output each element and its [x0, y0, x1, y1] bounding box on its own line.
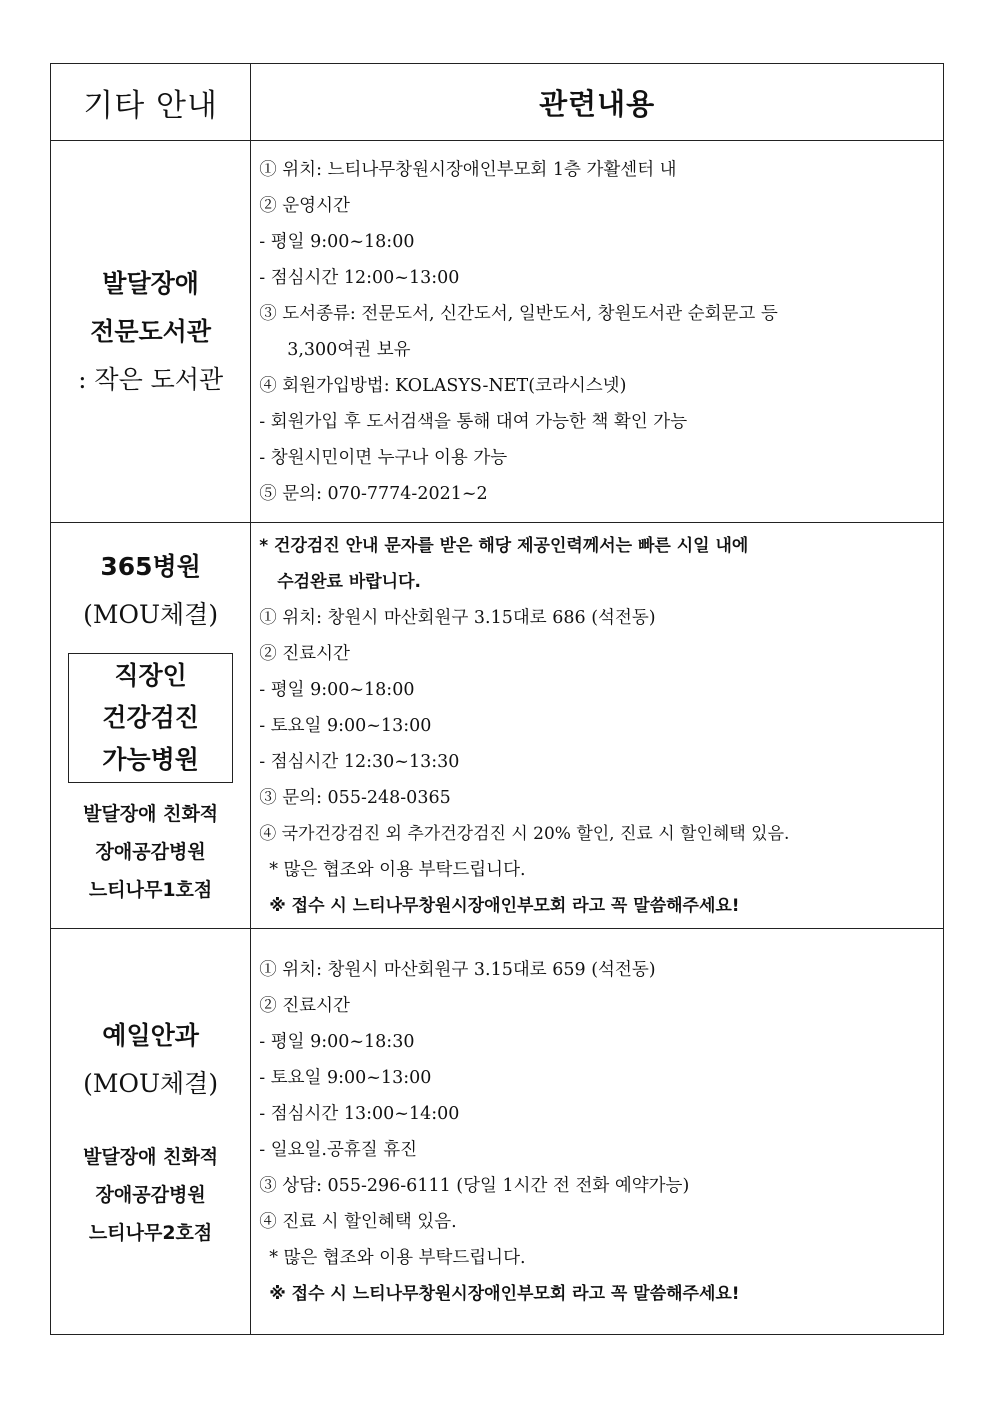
eye-clinic-line: - 일요일.공휴질 휴진: [259, 1139, 418, 1160]
eye-clinic-line: - 평일 9:00~18:30: [259, 1031, 415, 1052]
library-line: ② 운영시간: [259, 195, 350, 216]
eye-clinic-reception-note: ※ 접수 시 느티나무창원시장애인부모회 라고 꼭 말씀해주세요!: [269, 1283, 740, 1304]
header-left: 기타 안내: [51, 64, 251, 141]
hospital-365-line: ④ 국가건강검진 외 추가건강검진 시 20% 할인, 진료 시 할인혜택 있음.: [259, 823, 790, 844]
library-line: 3,300여권 보유: [287, 339, 411, 360]
library-line: - 점심시간 12:00~13:00: [259, 267, 460, 288]
library-line: - 회원가입 후 도서검색을 통해 대여 가능한 책 확인 가능: [259, 411, 688, 432]
eye-clinic-line: ① 위치: 창원시 마산회원구 3.15대로 659 (석전동): [259, 959, 656, 980]
eye-clinic-note: [51, 1138, 250, 1252]
health-checkup-box-line: 직장인: [114, 660, 187, 690]
hospital-365-subtitle: (MOU체결): [83, 599, 219, 629]
library-line: - 평일 9:00~18:00: [259, 231, 415, 252]
library-line: ③ 도서종류: 전문도서, 신간도서, 일반도서, 창원도서관 순회문고 등: [259, 303, 778, 324]
hospital-365-note-line: 발달장애 친화적: [83, 802, 219, 825]
eye-clinic-note-line: 느티나무2호점: [88, 1221, 213, 1244]
hospital-365-title: 365병원: [100, 551, 201, 581]
library-line: ⑤ 문의: 070-7774-2021~2: [259, 483, 488, 504]
health-checkup-box: [68, 653, 233, 783]
header-right: 관련내용: [251, 64, 944, 141]
library-subtitle: : 작은 도서관: [78, 364, 224, 394]
health-checkup-box-line: 가능병원: [102, 744, 199, 774]
eye-clinic-line: - 토요일 9:00~13:00: [259, 1067, 432, 1088]
table-row-library: [51, 141, 944, 523]
eye-clinic-line: ④ 진료 시 할인혜택 있음.: [259, 1211, 457, 1232]
library-title-2: 전문도서관: [90, 316, 211, 346]
hospital-365-notice-line: * 건강검진 안내 문자를 받은 해당 제공인력께서는 빠른 시일 내에: [259, 535, 749, 556]
library-label-cell: [51, 141, 251, 523]
eye-clinic-title: 예일안과: [102, 1020, 199, 1050]
eye-clinic-line: - 점심시간 13:00~14:00: [259, 1103, 460, 1124]
health-checkup-box-line: 건강검진: [102, 702, 199, 732]
header-row: [51, 64, 944, 141]
eye-clinic-note-line: 발달장애 친화적: [83, 1145, 219, 1168]
hospital-365-note-line: 장애공감병원: [95, 840, 206, 863]
library-line: ① 위치: 느티나무창원시장애인부모회 1층 가활센터 내: [259, 159, 677, 180]
library-details-cell: [251, 141, 944, 523]
hospital-365-notice-line: 수검완료 바랍니다.: [277, 571, 421, 592]
hospital-365-line: ③ 문의: 055-248-0365: [259, 787, 451, 808]
library-line: ④ 회원가입방법: KOLASYS-NET(코라시스넷): [259, 375, 627, 396]
info-table: [50, 63, 944, 1335]
hospital-365-line: * 많은 협조와 이용 부탁드립니다.: [269, 859, 526, 880]
hospital-365-line: ① 위치: 창원시 마산회원구 3.15대로 686 (석전동): [259, 607, 656, 628]
eye-clinic-line: ② 진료시간: [259, 995, 350, 1016]
hospital-365-details-cell: [251, 523, 944, 929]
eye-clinic-details-cell: [251, 929, 944, 1335]
hospital-365-line: - 토요일 9:00~13:00: [259, 715, 432, 736]
eye-clinic-subtitle: (MOU체결): [83, 1068, 219, 1098]
library-line: - 창원시민이면 누구나 이용 가능: [259, 447, 508, 468]
hospital-365-line: - 평일 9:00~18:00: [259, 679, 415, 700]
eye-clinic-line: * 많은 협조와 이용 부탁드립니다.: [269, 1247, 526, 1268]
hospital-365-reception-note: ※ 접수 시 느티나무창원시장애인부모회 라고 꼭 말씀해주세요!: [269, 895, 740, 916]
eye-clinic-line: ③ 상담: 055-296-6111 (당일 1시간 전 전화 예약가능): [259, 1175, 690, 1196]
table-row-eye-clinic: [51, 929, 944, 1335]
hospital-365-line: - 점심시간 12:30~13:30: [259, 751, 460, 772]
eye-clinic-label-cell: [51, 929, 251, 1335]
hospital-365-note: [51, 795, 250, 909]
hospital-365-note-line: 느티나무1호점: [88, 878, 213, 901]
hospital-365-line: ② 진료시간: [259, 643, 350, 664]
table-row-hospital-365: [51, 523, 944, 929]
eye-clinic-note-line: 장애공감병원: [95, 1183, 206, 1206]
library-title-1: 발달장애: [102, 268, 199, 298]
hospital-365-label-cell: [51, 523, 251, 929]
